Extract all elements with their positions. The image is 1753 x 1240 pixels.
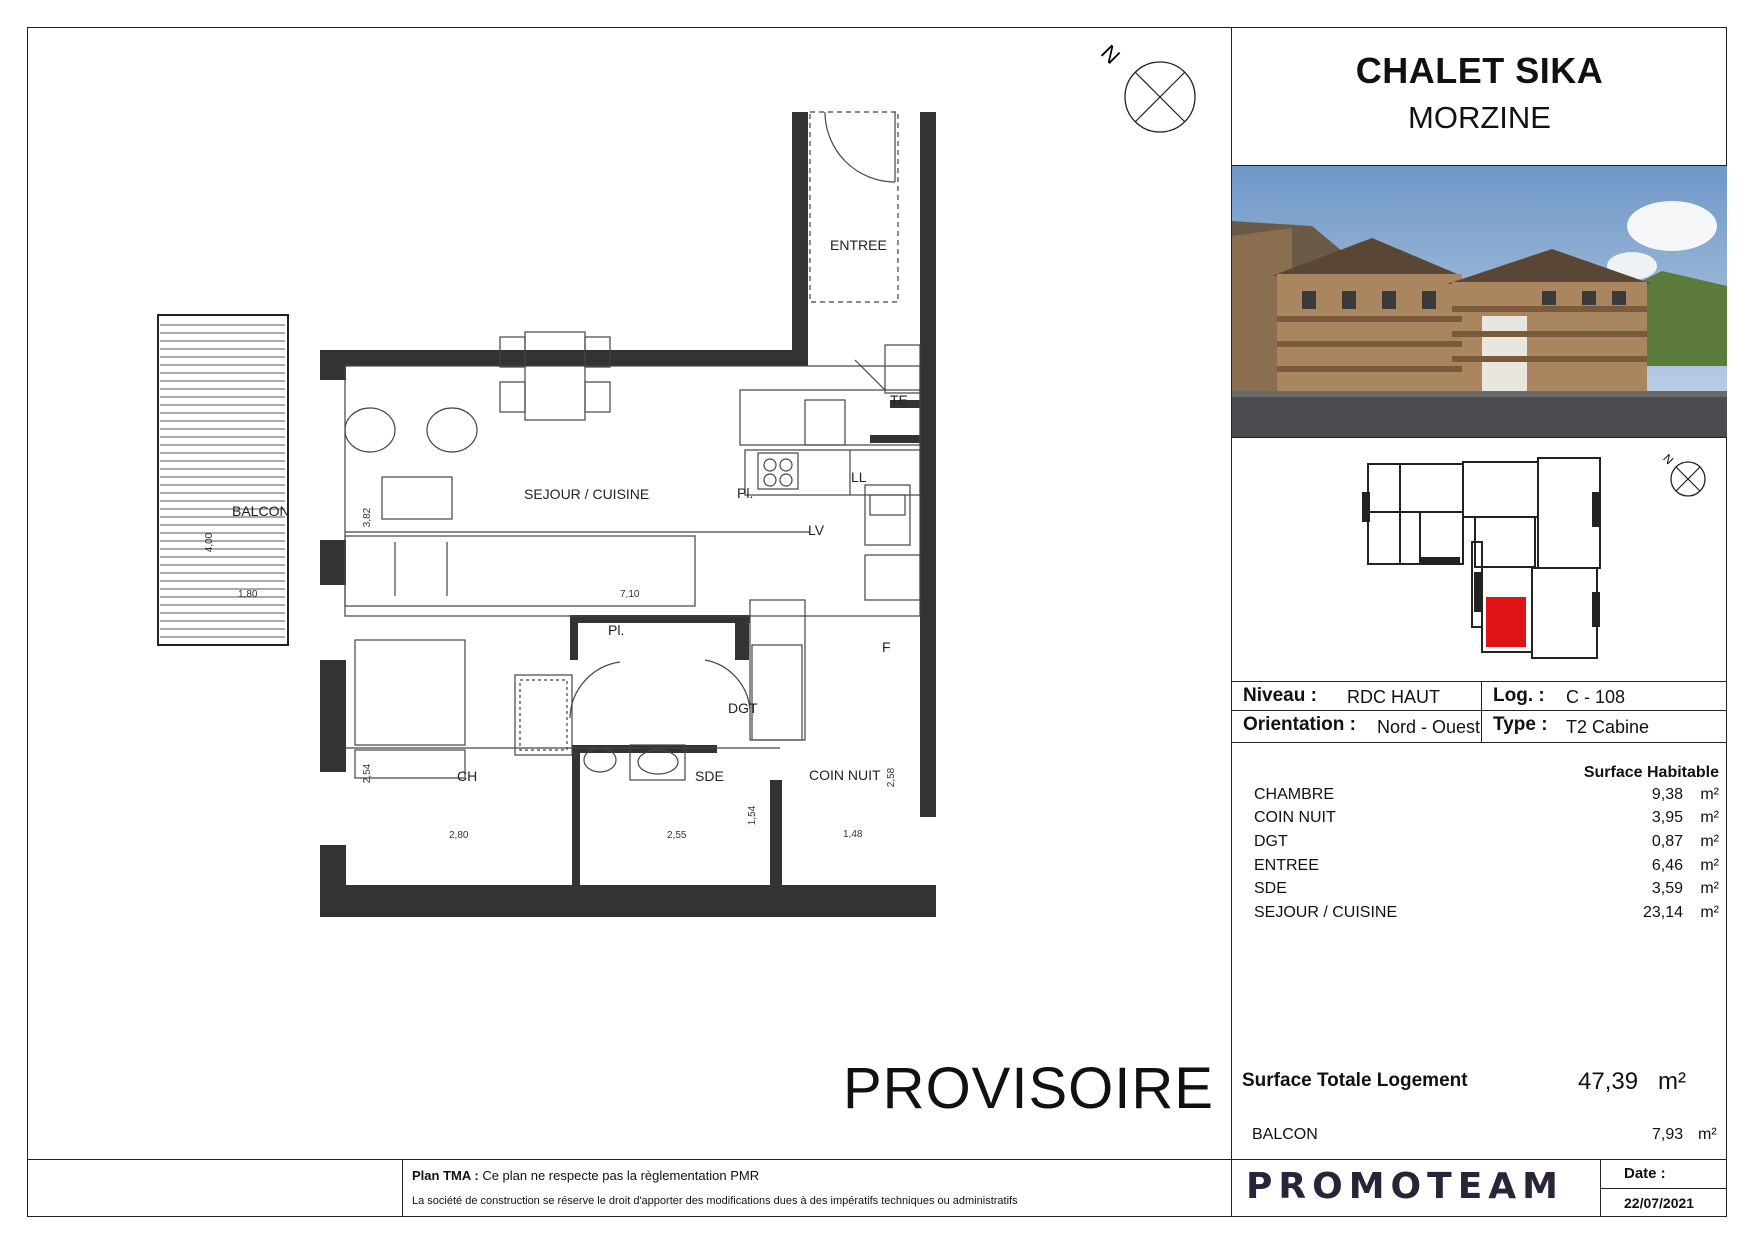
total-surface-unit: m² bbox=[1658, 1068, 1686, 1095]
total-surface-label: Surface Totale Logement bbox=[1242, 1070, 1468, 1091]
surface-unit: m² bbox=[1700, 786, 1719, 803]
dimension-label: 4,00 bbox=[204, 532, 216, 553]
north-letter: N bbox=[1096, 39, 1126, 69]
surface-name: CHAMBRE bbox=[1254, 786, 1335, 803]
surface-row bbox=[1254, 904, 1719, 926]
dimension-label: 2,54 bbox=[362, 763, 374, 784]
room-label-placard-2: Pl. bbox=[608, 622, 625, 638]
dimension-label: 1,80 bbox=[238, 589, 258, 600]
footer-divider bbox=[27, 1159, 1727, 1160]
room-label-sde: SDE bbox=[695, 768, 724, 784]
keyplan-compass-icon bbox=[1662, 451, 1707, 501]
balcon-surface-value: 7,93 bbox=[1652, 1126, 1684, 1143]
plan-tma-note bbox=[412, 1168, 759, 1183]
room-label-balcon: BALCON bbox=[232, 503, 290, 519]
plan-tma-label: Plan TMA : bbox=[412, 1168, 479, 1183]
dimension-label: 1,48 bbox=[843, 829, 863, 840]
key-plan bbox=[1360, 452, 1600, 662]
surface-row bbox=[1254, 880, 1719, 902]
type-value: T2 Cabine bbox=[1566, 717, 1650, 737]
surface-row bbox=[1254, 857, 1719, 879]
balcon-surface-unit: m² bbox=[1698, 1126, 1717, 1143]
niveau-value: RDC HAUT bbox=[1347, 687, 1440, 707]
dimension-label: 1,54 bbox=[747, 805, 759, 826]
surface-unit: m² bbox=[1700, 857, 1719, 874]
building-rendering bbox=[1232, 166, 1727, 437]
surface-unit: m² bbox=[1700, 809, 1719, 826]
log-label: Log. : bbox=[1493, 685, 1545, 706]
surface-name: DGT bbox=[1254, 833, 1288, 850]
balcony-slats bbox=[160, 325, 285, 637]
footer-left-divider bbox=[402, 1159, 403, 1217]
dimension-label: 2,80 bbox=[449, 830, 469, 841]
provisoire-watermark: PROVISOIRE bbox=[843, 1056, 1214, 1121]
info-bottom-divider bbox=[1231, 742, 1727, 743]
surface-row bbox=[1254, 833, 1719, 855]
room-label-ch: CH bbox=[457, 768, 478, 784]
keyplan-divider bbox=[1231, 681, 1727, 682]
surface-value: 3,95 bbox=[1651, 809, 1683, 826]
surface-row bbox=[1254, 786, 1719, 808]
surface-value: 6,46 bbox=[1651, 857, 1683, 874]
surface-name: COIN NUIT bbox=[1254, 809, 1336, 826]
surface-value: 3,59 bbox=[1651, 880, 1683, 897]
photo-divider bbox=[1231, 437, 1727, 438]
dimension-label: 2,58 bbox=[886, 767, 898, 788]
north-compass-icon bbox=[1095, 40, 1205, 140]
balcon-surface-label: BALCON bbox=[1252, 1126, 1318, 1143]
walls bbox=[320, 112, 936, 917]
room-label-entree: ENTREE bbox=[830, 237, 887, 253]
project-city: MORZINE bbox=[1408, 100, 1551, 135]
room-label-coin-nuit: COIN NUIT bbox=[809, 767, 881, 783]
date-label: Date : bbox=[1624, 1165, 1666, 1182]
info-row-divider bbox=[1231, 710, 1727, 711]
apartment-highlight bbox=[1486, 597, 1526, 647]
surface-row bbox=[1254, 809, 1719, 831]
total-surface-value: 47,39 bbox=[1578, 1068, 1639, 1095]
room-label-placard-1: Pl. bbox=[737, 485, 754, 501]
surface-habitable-header: Surface Habitable bbox=[1583, 764, 1719, 781]
project-title: CHALET SIKA bbox=[1355, 50, 1604, 91]
room-label-frigo: F bbox=[882, 639, 891, 655]
type-label: Type : bbox=[1493, 714, 1548, 735]
room-label-te: TE bbox=[890, 392, 908, 408]
info-col-divider bbox=[1481, 681, 1482, 742]
surface-name: ENTREE bbox=[1254, 857, 1319, 874]
disclaimer-text: La société de construction se réserve le droit d'apporter des modifications dues à des impératifs techniques ou administratifs bbox=[412, 1195, 1018, 1207]
dimension-label: 7,10 bbox=[620, 589, 640, 600]
room-label-sejour: SEJOUR / CUISINE bbox=[524, 486, 650, 502]
surface-name: SDE bbox=[1254, 880, 1287, 897]
room-label-lv: LV bbox=[808, 522, 825, 538]
surface-name: SEJOUR / CUISINE bbox=[1254, 904, 1398, 921]
plan-tma-text: Ce plan ne respecte pas la règlementation PMR bbox=[482, 1168, 760, 1183]
log-value: C - 108 bbox=[1566, 687, 1626, 707]
surface-unit: m² bbox=[1700, 904, 1719, 921]
room-label-ll: LL bbox=[851, 469, 867, 485]
promoteam-logo: PROMOTEAM bbox=[1246, 1166, 1564, 1207]
date-value: 22/07/2021 bbox=[1624, 1195, 1695, 1211]
surface-value: 9,38 bbox=[1651, 786, 1683, 803]
orientation-label: Orientation : bbox=[1243, 714, 1356, 735]
surface-unit: m² bbox=[1700, 880, 1719, 897]
orientation-value: Nord - Ouest bbox=[1377, 717, 1481, 737]
keyplan-north-letter: N bbox=[1660, 451, 1677, 468]
date-row-divider bbox=[1600, 1188, 1727, 1189]
dimension-label: 3,82 bbox=[362, 507, 374, 528]
surface-unit: m² bbox=[1700, 833, 1719, 850]
surface-value: 23,14 bbox=[1642, 904, 1683, 921]
surface-value: 0,87 bbox=[1651, 833, 1683, 850]
niveau-label: Niveau : bbox=[1243, 685, 1317, 706]
room-label-dgt: DGT bbox=[728, 700, 758, 716]
dimension-label: 2,55 bbox=[667, 830, 687, 841]
